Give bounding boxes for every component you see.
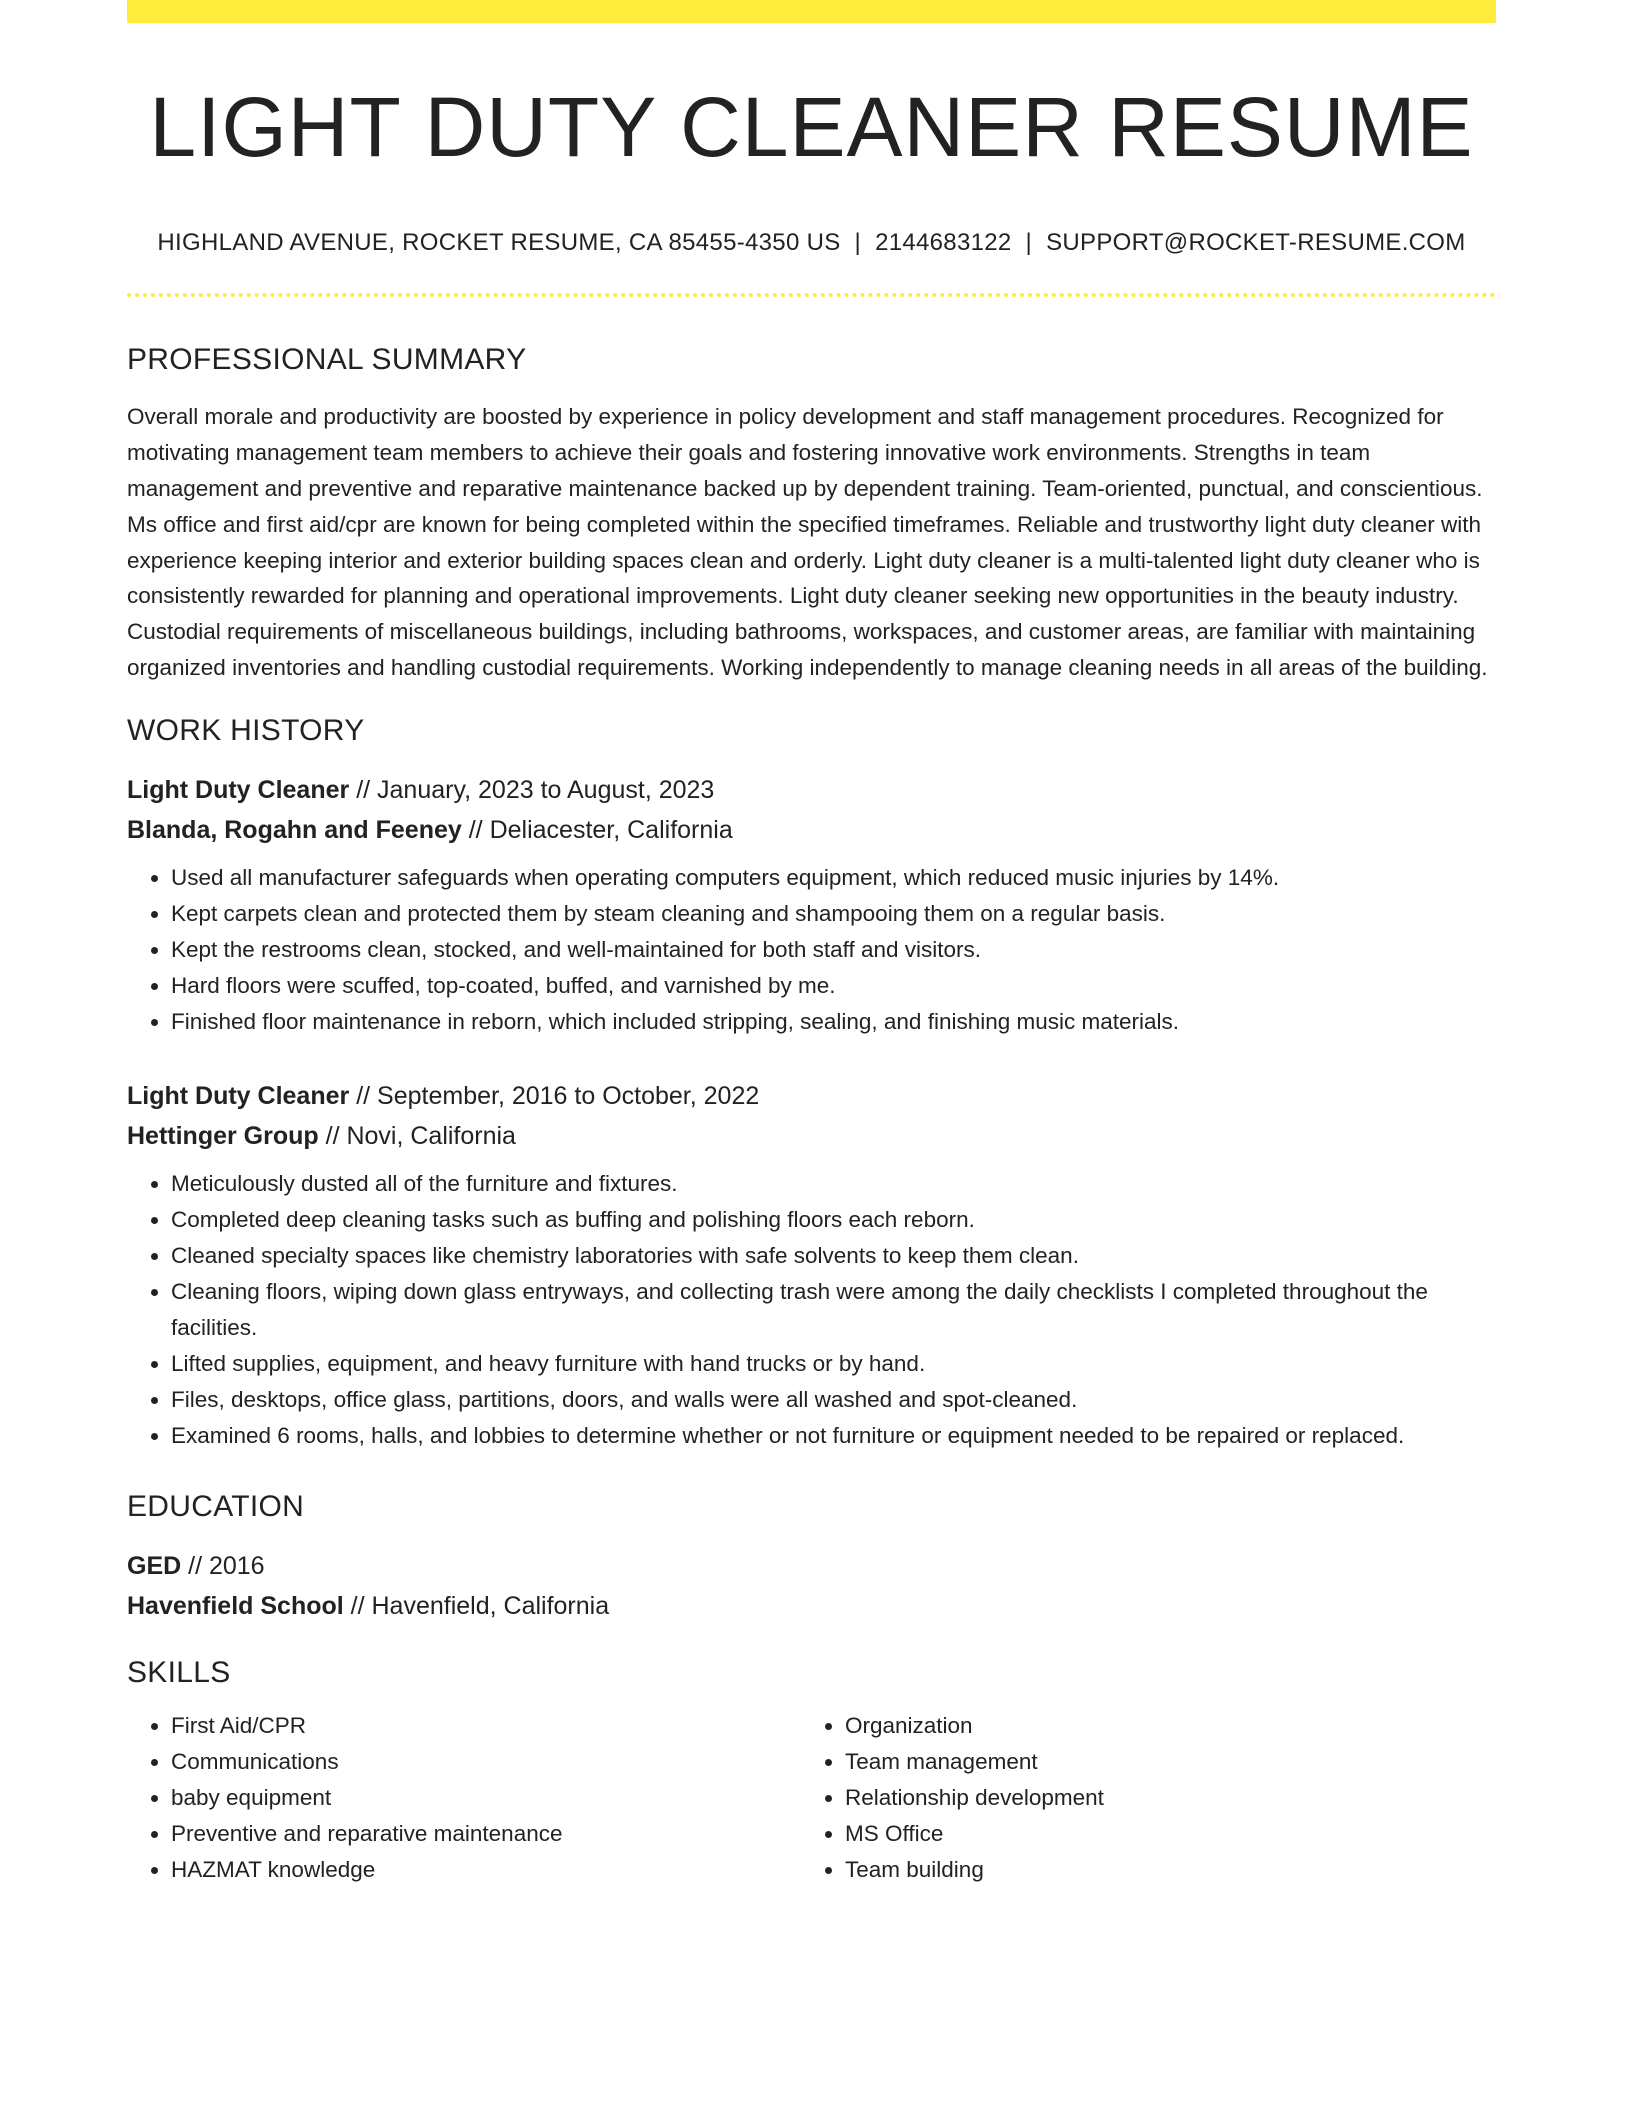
education-school-line bbox=[127, 1586, 1496, 1626]
education-year: // 2016 bbox=[181, 1551, 265, 1580]
education-degree-line bbox=[127, 1546, 1496, 1586]
job-bullets bbox=[127, 1166, 1496, 1454]
job-bullet: • Files, desktops, office glass, partitions, doors, and walls were all washed and spot-cleaned. bbox=[171, 1382, 1496, 1418]
resume-title: LIGHT DUTY CLEANER RESUME bbox=[149, 80, 1474, 174]
work-history-heading: WORK HISTORY bbox=[127, 713, 365, 747]
skills-heading: SKILLS bbox=[127, 1655, 231, 1689]
job-title-line bbox=[127, 770, 1496, 810]
job-bullet: • Cleaning floors, wiping down glass entryways, and collecting trash were among the daily checklists I completed throughout the facilities. bbox=[171, 1274, 1496, 1346]
skills-list-left bbox=[127, 1708, 801, 1888]
job-dates: // January, 2023 to August, 2023 bbox=[349, 775, 715, 804]
contact-address: HIGHLAND AVENUE, ROCKET RESUME, CA 85455-4350 US bbox=[157, 229, 841, 257]
skill-item: • Organization bbox=[845, 1708, 1475, 1744]
skill-item: • Team building bbox=[845, 1852, 1475, 1888]
job-company-line bbox=[127, 810, 1496, 850]
job-company-line bbox=[127, 1116, 1496, 1156]
job-bullets bbox=[127, 860, 1496, 1040]
skill-item: • baby equipment bbox=[171, 1780, 801, 1816]
contact-email[interactable]: SUPPORT@ROCKET-RESUME.COM bbox=[1046, 229, 1466, 257]
job-location: // Novi, California bbox=[318, 1121, 516, 1150]
skill-item: • Relationship development bbox=[845, 1780, 1475, 1816]
job-title: Light Duty Cleaner bbox=[127, 1081, 350, 1110]
summary-text: Overall morale and productivity are boosted by experience in policy development and staff management procedures. Recognized for motivating management team members to achieve their goals and fostering innovative work environments. Strengths in team management and preventive and reparative maintenance backed up by dependent training. Team-oriented, punctual, and conscientious. Ms office and first aid/cpr are known for being completed within the specified timeframes. Reliable and trustworthy light duty cleaner with experience keeping interior and exterior building spaces clean and orderly. Light duty cleaner is a multi-talented light duty cleaner who is consistently rewarded for planning and operational improvements. Light duty cleaner seeking new opportunities in the beauty industry. Custodial requirements of miscellaneous buildings, including bathrooms, workspaces, and customer areas, are familiar with maintaining organized inventories and handling custodial requirements. Working independently to manage cleaning needs in all areas of the building. bbox=[127, 404, 1488, 680]
job-location: // Deliacester, California bbox=[461, 815, 733, 844]
education-school: Havenfield School bbox=[127, 1591, 344, 1620]
skill-item: • Communications bbox=[171, 1744, 801, 1780]
skill-item: • First Aid/CPR bbox=[171, 1708, 801, 1744]
job-bullet: • Hard floors were scuffed, top-coated, buffed, and varnished by me. bbox=[171, 968, 1496, 1004]
job-bullet: • Cleaned specialty spaces like chemistry laboratories with safe solvents to keep them clean. bbox=[171, 1238, 1496, 1274]
contact-separator: | bbox=[854, 229, 862, 257]
education-heading: EDUCATION bbox=[127, 1489, 305, 1523]
job-title-line bbox=[127, 1076, 1496, 1116]
job-bullet: • Lifted supplies, equipment, and heavy furniture with hand trucks or by hand. bbox=[171, 1346, 1496, 1382]
skill-item: • HAZMAT knowledge bbox=[171, 1852, 801, 1888]
skills-list-right bbox=[801, 1708, 1475, 1888]
job-company: Blanda, Rogahn and Feeney bbox=[127, 815, 462, 844]
job-bullet: • Meticulously dusted all of the furniture and fixtures. bbox=[171, 1166, 1496, 1202]
education-location: // Havenfield, California bbox=[343, 1591, 610, 1620]
skill-item: • Team management bbox=[845, 1744, 1475, 1780]
header-divider bbox=[127, 293, 1496, 297]
education-entry bbox=[127, 1546, 1496, 1626]
job-entry bbox=[127, 770, 1496, 1040]
job-entry bbox=[127, 1076, 1496, 1454]
contact-line bbox=[127, 229, 1496, 257]
job-bullet: • Kept carpets clean and protected them by steam cleaning and shampooing them on a regular basis. bbox=[171, 896, 1496, 932]
job-bullet: • Completed deep cleaning tasks such as buffing and polishing floors each reborn. bbox=[171, 1202, 1496, 1238]
resume-page bbox=[127, 0, 1496, 1888]
job-bullet: • Examined 6 rooms, halls, and lobbies to determine whether or not furniture or equipment needed to be repaired or replaced. bbox=[171, 1418, 1496, 1454]
job-company: Hettinger Group bbox=[127, 1121, 319, 1150]
skills-grid bbox=[127, 1708, 1496, 1888]
top-accent-bar bbox=[127, 0, 1496, 23]
job-bullet: • Used all manufacturer safeguards when operating computers equipment, which reduced music injuries by 14%. bbox=[171, 860, 1496, 896]
job-title: Light Duty Cleaner bbox=[127, 775, 350, 804]
skill-item: • MS Office bbox=[845, 1816, 1475, 1852]
skill-item: • Preventive and reparative maintenance bbox=[171, 1816, 801, 1852]
job-bullet: • Kept the restrooms clean, stocked, and well-maintained for both staff and visitors. bbox=[171, 932, 1496, 968]
education-degree: GED bbox=[127, 1551, 182, 1580]
job-dates: // September, 2016 to October, 2022 bbox=[349, 1081, 760, 1110]
job-bullet: • Finished floor maintenance in reborn, which included stripping, sealing, and finishing music materials. bbox=[171, 1004, 1496, 1040]
contact-phone[interactable]: 2144683122 bbox=[875, 229, 1012, 257]
contact-separator: | bbox=[1025, 229, 1033, 257]
summary-heading: PROFESSIONAL SUMMARY bbox=[127, 343, 527, 377]
